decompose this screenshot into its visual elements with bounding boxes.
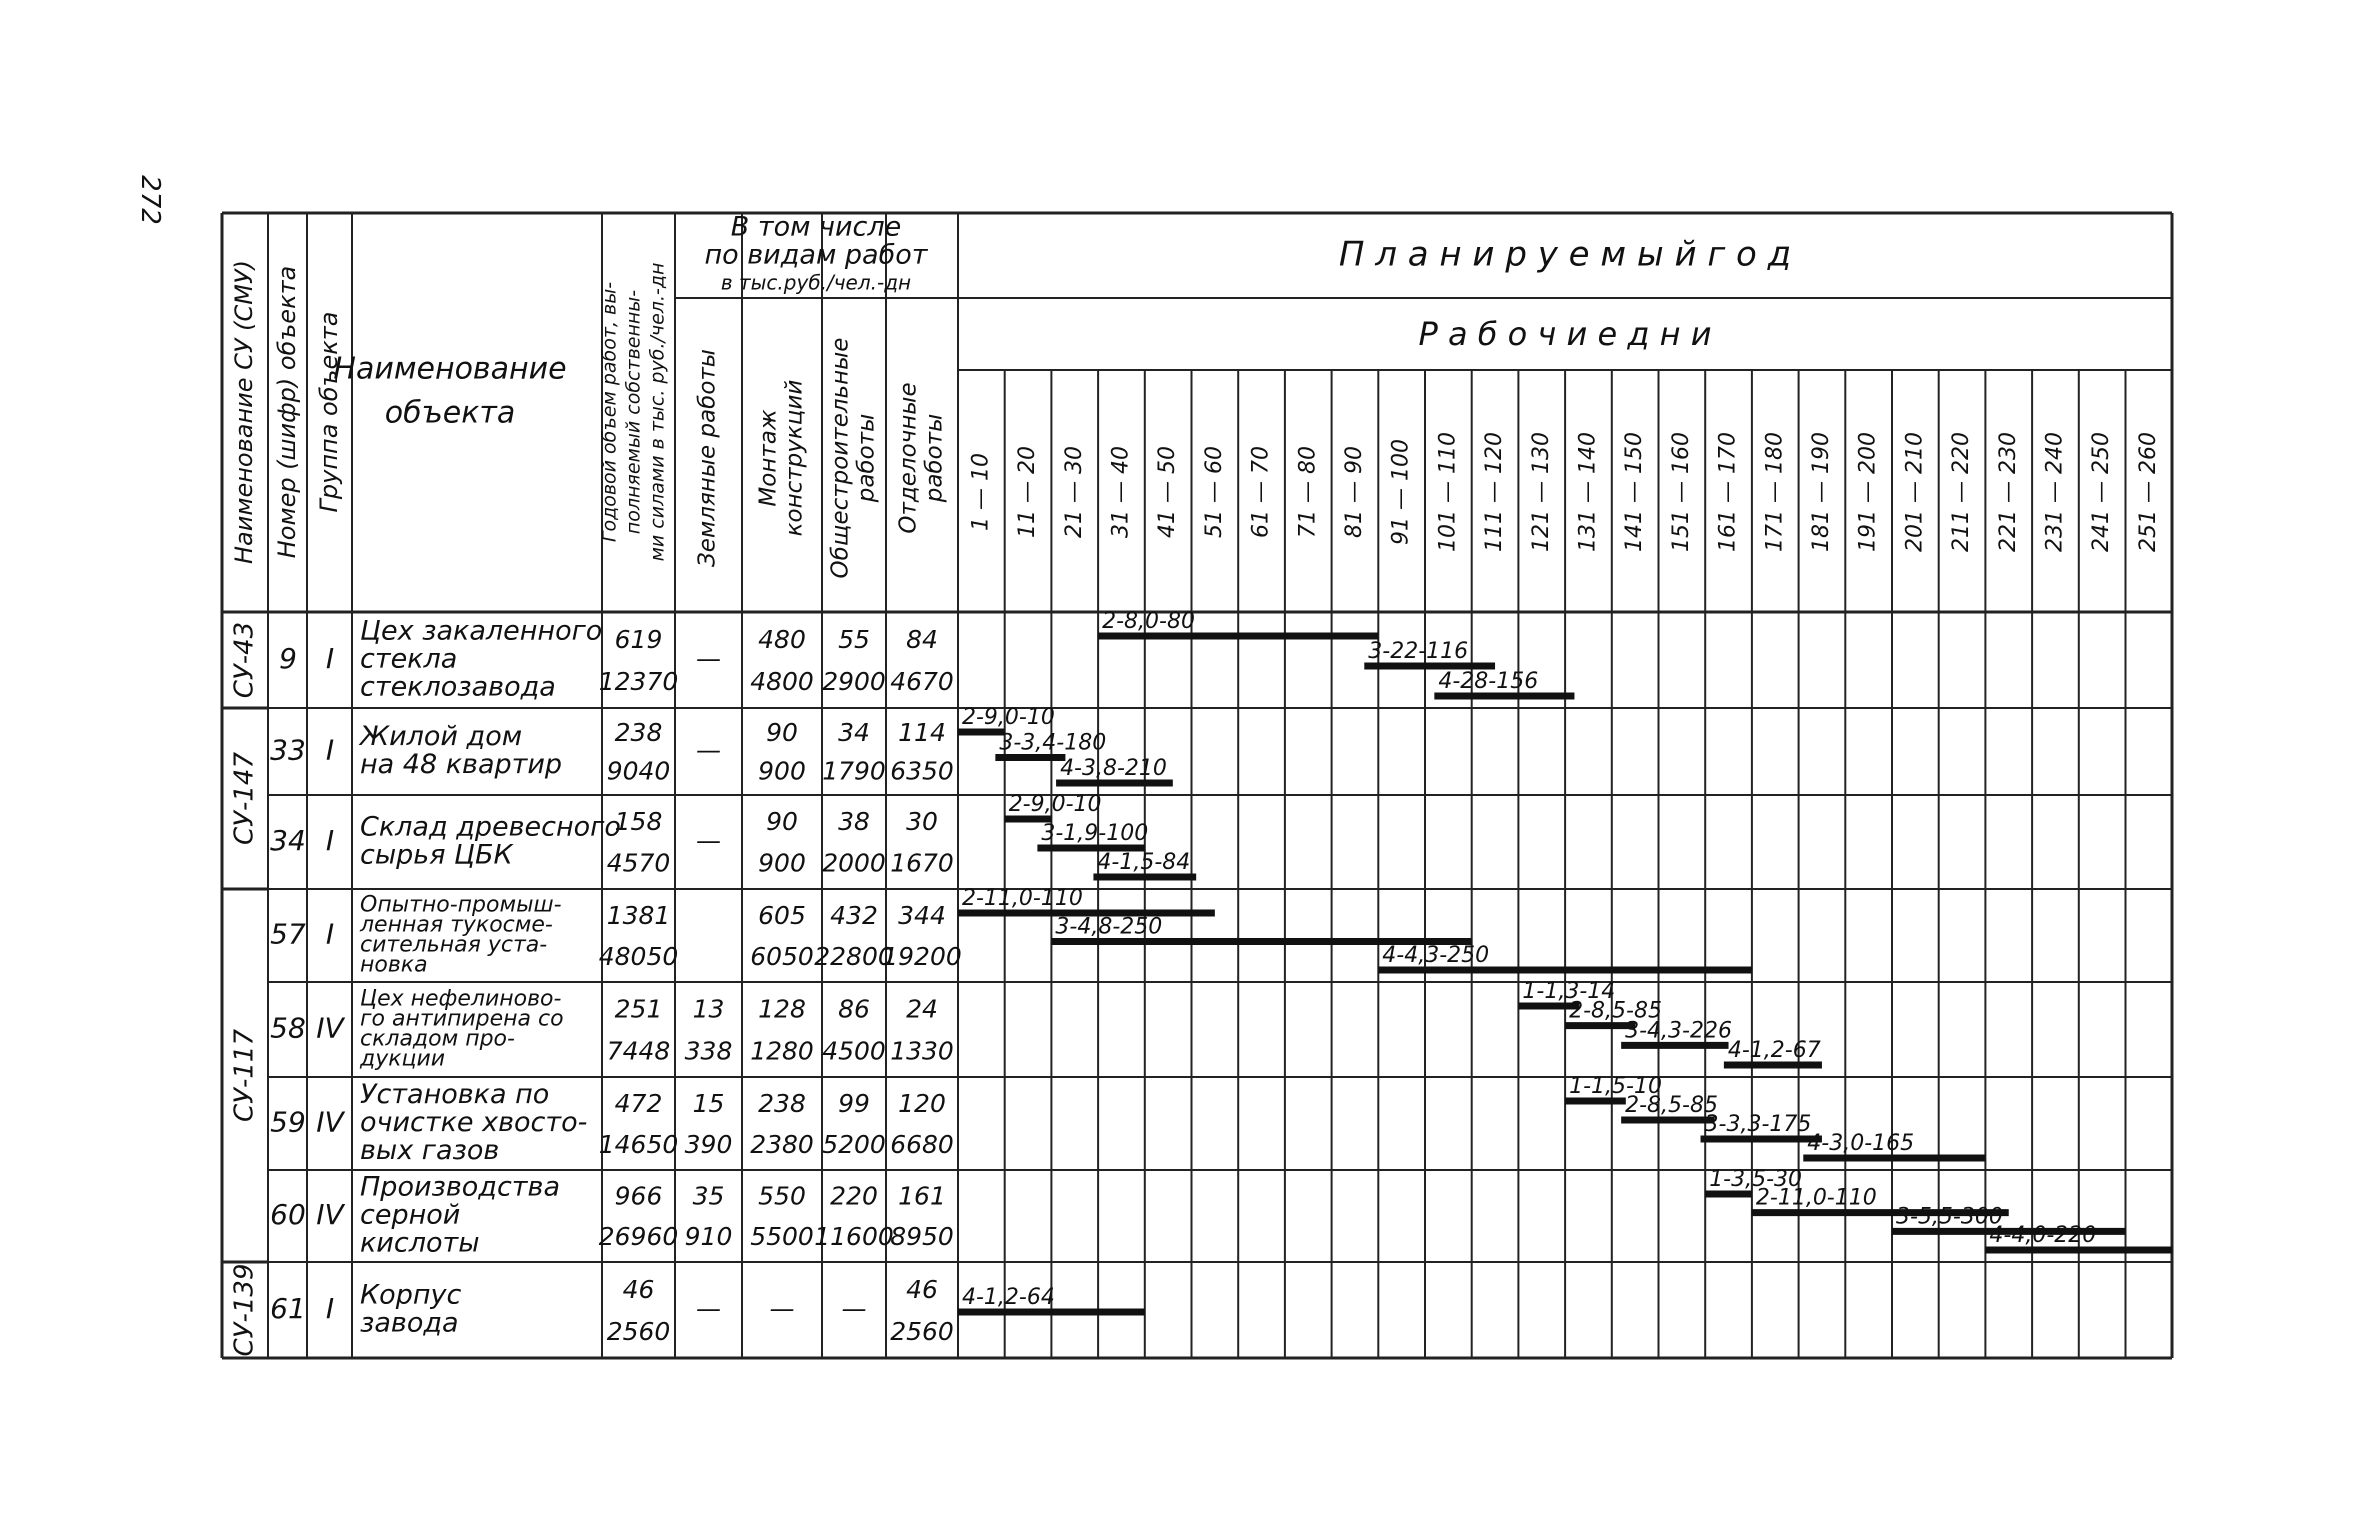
- work-type-header: работы: [853, 413, 880, 503]
- object-name: стекла: [360, 643, 458, 675]
- object-name: на 48 квартир: [360, 749, 563, 780]
- earth-value: —: [696, 1294, 721, 1323]
- work-type-header: Общестроительные: [827, 337, 854, 579]
- work-type-header: Земляные работы: [694, 349, 721, 567]
- annual-value: 1381: [606, 900, 671, 930]
- general-value: 1790: [822, 756, 886, 786]
- general-value: 99: [838, 1088, 870, 1118]
- mount-value: 5500: [750, 1222, 814, 1252]
- earth-value: —: [696, 735, 721, 765]
- mount-value: 238: [758, 1088, 806, 1118]
- object-group: I: [325, 824, 335, 857]
- earth-value: —: [696, 826, 721, 855]
- object-name: сырья ЦБК: [360, 839, 513, 871]
- day-range-header: 41 — 50: [1155, 446, 1181, 538]
- general-value: 34: [838, 718, 870, 748]
- annual-value: 251: [614, 994, 663, 1024]
- mount-value: 90: [766, 807, 798, 837]
- finish-value: 2560: [890, 1317, 954, 1347]
- general-value: 86: [838, 994, 870, 1024]
- work-type-header: Отделочные: [895, 382, 922, 534]
- object-group: I: [325, 733, 335, 767]
- day-range-header: 201 — 210: [1902, 432, 1928, 552]
- day-range-header: 221 — 230: [1995, 432, 2021, 552]
- gantt-bar-label: 2-11,0-110: [962, 886, 1083, 911]
- gantt-bar-label: 4-4,0-220: [1989, 1223, 2097, 1248]
- gantt-bar-label: 1-1,5-10: [1569, 1074, 1662, 1099]
- gantt-bar-label: 2-11,0-110: [1755, 1185, 1877, 1211]
- annual-value: 14650: [598, 1129, 679, 1159]
- object-name: стеклозавода: [360, 671, 556, 703]
- annual-value: 46: [622, 1274, 655, 1304]
- finish-value: 114: [898, 718, 946, 748]
- su-group-name: СУ-139: [229, 1263, 260, 1357]
- annual-volume-header: ми силами в тыс. руб./чел.-дн: [646, 262, 669, 562]
- su-group-name: СУ-117: [229, 1028, 260, 1123]
- annual-volume-header: полняемый собственны-: [622, 289, 645, 535]
- day-range-header: 151 — 160: [1668, 432, 1694, 552]
- object-group: IV: [316, 1105, 344, 1139]
- object-name: го антипирена со: [360, 1006, 564, 1032]
- day-range-header: 101 — 110: [1435, 432, 1461, 552]
- object-code: 33: [270, 733, 306, 767]
- earth-value: —: [696, 644, 721, 673]
- day-range-header: 161 — 170: [1715, 432, 1741, 552]
- annual-value: 7448: [606, 1036, 671, 1066]
- annual-value: 966: [614, 1181, 663, 1211]
- object-name: Установка по: [360, 1079, 550, 1110]
- mount-value: 550: [758, 1181, 806, 1211]
- finish-value: 30: [906, 807, 938, 837]
- object-name: дукции: [360, 1046, 446, 1072]
- general-value: 38: [838, 807, 870, 837]
- object-code: 58: [270, 1011, 306, 1045]
- general-value: 55: [838, 624, 870, 654]
- annual-value: 472: [614, 1088, 663, 1118]
- object-group: I: [325, 917, 335, 951]
- annual-value: 158: [614, 807, 663, 837]
- annual-value: 238: [614, 718, 663, 748]
- object-code: 61: [270, 1292, 306, 1325]
- work-type-header: Монтаж: [755, 409, 782, 507]
- general-value: 432: [830, 900, 878, 930]
- object-name: ленная тукосме-: [360, 912, 553, 938]
- working-days-header: Р а б о ч и е д н и: [1418, 315, 1712, 353]
- object-code: 57: [270, 917, 306, 951]
- object-name: серной: [360, 1199, 461, 1231]
- day-range-header: 51 — 60: [1201, 446, 1227, 538]
- object-name: складом про-: [360, 1026, 515, 1052]
- gantt-bar-label: 3-3,3-175: [1704, 1112, 1812, 1137]
- finish-value: 1670: [890, 848, 954, 878]
- gantt-bar-label: 3-1,9-100: [1041, 821, 1149, 846]
- general-value: 2900: [822, 667, 886, 697]
- finish-value: 19200: [882, 941, 962, 971]
- table-header: [230, 212, 2161, 579]
- day-range-header: 1 — 10: [968, 453, 994, 531]
- finish-value: 24: [906, 994, 938, 1024]
- object-group: I: [325, 642, 335, 675]
- day-range-header: 241 — 250: [2089, 432, 2115, 552]
- day-range-header: 131 — 140: [1575, 432, 1601, 552]
- annual-volume-header: Годовой объем работ, вы-: [598, 281, 621, 543]
- incl-header: В том числе: [730, 211, 902, 243]
- object-name-header: объекта: [384, 395, 516, 431]
- annual-value: 4570: [606, 848, 671, 878]
- earth-value: 35: [692, 1181, 725, 1211]
- gantt-bar-label: 3-4,3-226: [1625, 1018, 1732, 1044]
- gantt-bar-label: 4-1,2-64: [962, 1285, 1055, 1310]
- day-range-header: 181 — 190: [1808, 432, 1834, 552]
- day-range-header: 121 — 130: [1528, 432, 1554, 552]
- object-name: Цех закаленного: [360, 615, 603, 647]
- annual-value: 26960: [598, 1222, 679, 1252]
- day-range-header: 211 — 220: [1949, 432, 1975, 552]
- object-code: 9: [279, 642, 297, 675]
- gantt-bar-label: 2-8,0-80: [1102, 609, 1195, 634]
- mount-value: 605: [758, 900, 806, 930]
- day-range-header: 11 — 20: [1015, 446, 1041, 538]
- day-range-header: 21 — 30: [1061, 446, 1087, 538]
- finish-value: 84: [906, 624, 938, 654]
- day-range-header: 111 — 120: [1482, 432, 1508, 552]
- gantt-bar-label: 1-3,5-30: [1709, 1167, 1803, 1192]
- gantt-bar-label: 4-4,3-250: [1382, 943, 1490, 968]
- work-type-header: конструкций: [781, 379, 808, 537]
- object-code: 59: [270, 1105, 306, 1139]
- gantt-bar-label: 2-9,0-10: [1008, 792, 1102, 817]
- day-range-header: 251 — 260: [2135, 432, 2161, 552]
- mount-value: 480: [758, 624, 806, 654]
- object-name-header: Наименование: [333, 351, 567, 387]
- work-type-header: работы: [921, 413, 948, 503]
- incl-header: по видам работ: [704, 239, 928, 271]
- general-value: 220: [830, 1181, 878, 1211]
- gantt-bar-label: 4-1,5-84: [1097, 850, 1191, 875]
- object-name: Опытно-промыш-: [360, 892, 562, 918]
- finish-value: 344: [898, 900, 946, 930]
- object-name: Склад древесного: [360, 811, 621, 843]
- incl-header: в тыс.руб./чел.-дн: [720, 270, 912, 295]
- general-value: —: [841, 1294, 867, 1323]
- general-value: 4500: [822, 1036, 886, 1066]
- gantt-bar-label: 2-8,5-85: [1569, 998, 1662, 1024]
- mount-value: 2380: [750, 1129, 814, 1159]
- gantt-bar-label: 4-3,8-210: [1060, 756, 1167, 781]
- general-value: 22800: [814, 941, 894, 971]
- annual-value: 9040: [606, 756, 671, 786]
- day-range-header: 81 — 90: [1341, 446, 1367, 538]
- planned-year-header: П л а н и р у е м ы й г о д: [1338, 234, 1792, 275]
- earth-value: 390: [684, 1129, 733, 1159]
- gantt-bar-label: 2-9,0-10: [962, 705, 1055, 730]
- su-name-header: Наименование СУ (СМУ): [230, 260, 258, 564]
- su-group-name: СУ-43: [229, 621, 260, 699]
- general-value: 11600: [814, 1222, 894, 1252]
- su-group-name: СУ-147: [229, 751, 260, 846]
- general-value: 2000: [822, 848, 886, 878]
- earth-value: 13: [692, 994, 725, 1024]
- day-range-header: 71 — 80: [1295, 446, 1321, 538]
- mount-value: 90: [766, 718, 798, 748]
- object-name: вых газов: [360, 1135, 500, 1166]
- gantt-bar-label: 4-3,0-165: [1807, 1131, 1915, 1156]
- object-name: завода: [360, 1307, 459, 1339]
- finish-value: 8950: [890, 1222, 954, 1252]
- object-group: IV: [316, 1198, 344, 1231]
- gantt-bar-label: 4-1,2-67: [1727, 1038, 1821, 1063]
- object-name: новка: [360, 952, 428, 978]
- mount-value: 128: [758, 994, 806, 1024]
- object-name: Производства: [360, 1171, 560, 1203]
- object-group: IV: [316, 1011, 344, 1045]
- earth-value: 15: [692, 1088, 725, 1118]
- object-group: I: [325, 1292, 335, 1325]
- table-body: [230, 616, 962, 1357]
- gantt-bar-label: 3-4,8-250: [1055, 914, 1163, 940]
- mount-value: 900: [758, 756, 806, 786]
- object-name: очистке хвосто-: [360, 1107, 588, 1138]
- finish-value: 6680: [890, 1129, 954, 1159]
- earth-value: 910: [684, 1222, 733, 1252]
- day-range-header: 31 — 40: [1108, 446, 1134, 538]
- annual-value: 48050: [598, 941, 679, 971]
- object-name: Корпус: [360, 1279, 462, 1311]
- object-name: Жилой дом: [360, 721, 523, 752]
- mount-value: 900: [758, 848, 806, 878]
- finish-value: 6350: [890, 756, 954, 786]
- mount-value: 6050: [750, 941, 814, 971]
- day-range-header: 191 — 200: [1855, 432, 1881, 552]
- mount-value: 1280: [750, 1036, 814, 1066]
- finish-value: 161: [898, 1181, 946, 1211]
- object-group-header: Группа объекта: [315, 311, 343, 513]
- day-range-header: 61 — 70: [1248, 446, 1274, 538]
- finish-value: 46: [906, 1274, 938, 1304]
- gantt-bar-label: 3-3,4-180: [999, 730, 1107, 756]
- day-range-header: 91 — 100: [1388, 439, 1414, 545]
- annual-value: 2560: [606, 1317, 671, 1347]
- object-name: Цех нефелиново-: [360, 986, 562, 1012]
- mount-value: —: [769, 1294, 795, 1323]
- gantt-bar-label: 2-8,5-85: [1625, 1093, 1718, 1118]
- page-number: 272: [135, 175, 165, 225]
- finish-value: 1330: [890, 1036, 954, 1066]
- finish-value: 4670: [890, 667, 954, 697]
- object-code: 34: [270, 824, 306, 857]
- gantt-bar-label: 3-5,5-300: [1896, 1204, 2003, 1230]
- mount-value: 4800: [750, 667, 814, 697]
- object-code-header: Номер (шифр) объекта: [273, 265, 301, 559]
- general-value: 5200: [822, 1129, 886, 1159]
- day-range-header: 141 — 150: [1622, 432, 1648, 552]
- finish-value: 120: [898, 1088, 946, 1118]
- day-range-header: 231 — 240: [2042, 432, 2068, 552]
- annual-value: 12370: [598, 667, 679, 697]
- object-name: сительная уста-: [360, 932, 548, 958]
- day-range-header: 171 — 180: [1762, 432, 1788, 552]
- object-code: 60: [270, 1198, 306, 1231]
- gantt-bar-label: 1-1,3-14: [1522, 979, 1616, 1004]
- gantt-bar-label: 3-22-116: [1368, 639, 1469, 664]
- annual-value: 619: [614, 624, 663, 654]
- object-name: кислоты: [360, 1227, 480, 1259]
- earth-value: 338: [684, 1036, 733, 1066]
- gantt-bar-label: 4-28-156: [1438, 669, 1539, 694]
